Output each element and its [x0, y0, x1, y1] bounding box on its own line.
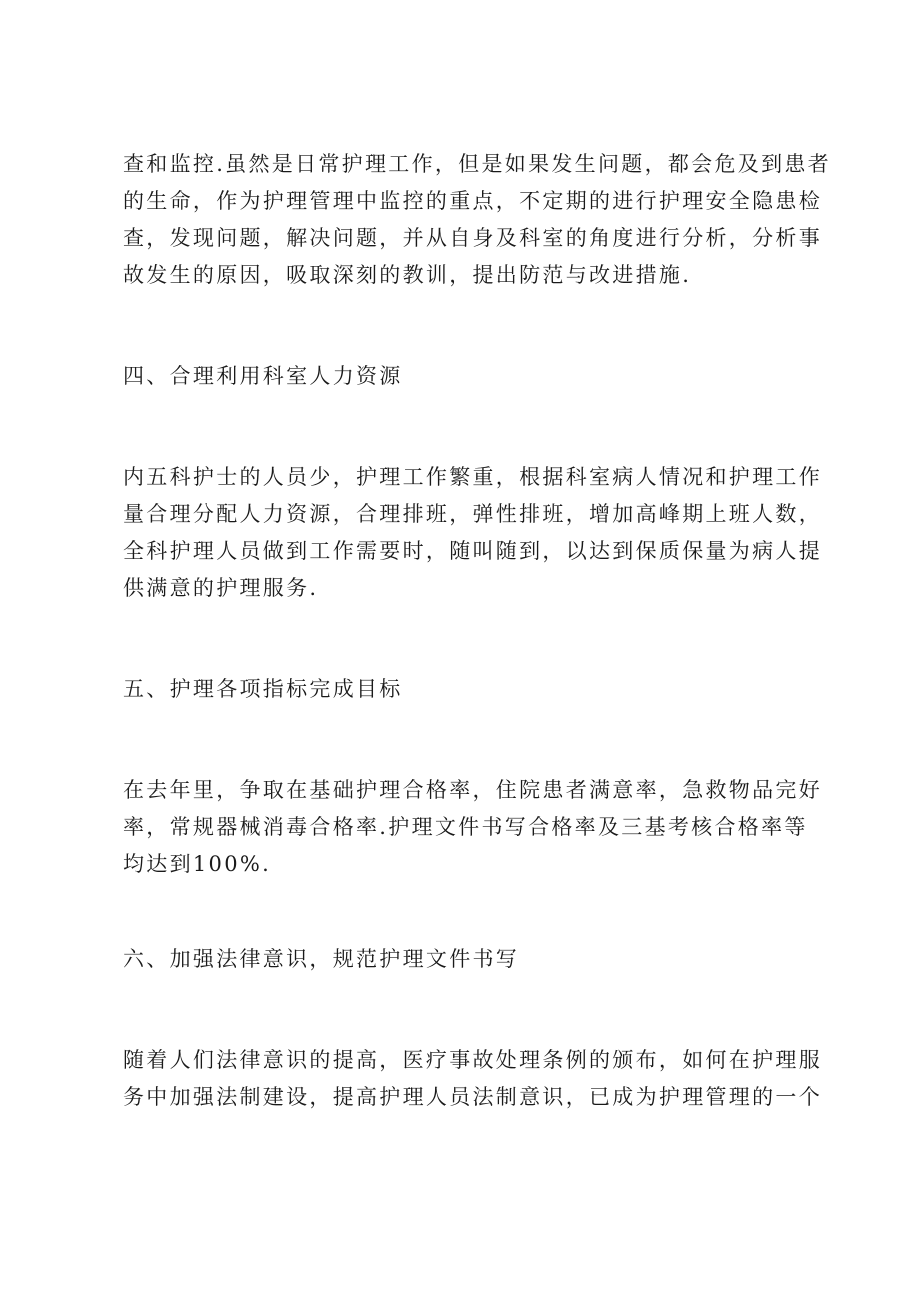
paragraph-targets	[123, 772, 823, 883]
paragraph-staffing	[123, 459, 823, 607]
section-heading-5: 五、护理各项指标完成目标	[123, 677, 403, 701]
paragraph-line: 供满意的护理服务.	[123, 576, 319, 600]
paragraph-line: 量合理分配人力资源，合理排班，弹性排班，增加高峰期上班人数，	[123, 502, 822, 526]
document-body	[123, 146, 831, 1116]
paragraph-line: 内五科护士的人员少，护理工作繁重，根据科室病人情况和护理工作	[123, 465, 822, 489]
paragraph-line: 随着人们法律意识的提高，医疗事故处理条例的颁布，如何在护理服	[123, 1048, 822, 1072]
paragraph-legal	[123, 1042, 823, 1116]
paragraph-line: 全科护理人员做到工作需要时，随叫随到，以达到保质保量为病人提	[123, 539, 822, 563]
paragraph-line: 故发生的原因，吸取深刻的教训，提出防范与改进措施.	[123, 263, 692, 287]
paragraph-line: 务中加强法制建设，提高护理人员法制意识，已成为护理管理的一个	[123, 1085, 822, 1109]
paragraph-line: 的生命，作为护理管理中监控的重点，不定期的进行护理安全隐患检	[123, 189, 822, 213]
paragraph-line: 在去年里，争取在基础护理合格率，住院患者满意率，急救物品完好	[123, 778, 822, 802]
paragraph-line: 均达到100%.	[123, 852, 272, 876]
paragraph-line: 率，常规器械消毒合格率.护理文件书写合格率及三基考核合格率等	[123, 815, 808, 839]
section-heading-6: 六、加强法律意识，规范护理文件书写	[123, 947, 520, 971]
paragraph-line: 查，发现问题，解决问题，并从自身及科室的角度进行分析，分析事	[123, 226, 822, 250]
paragraph-line: 查和监控.虽然是日常护理工作，但是如果发生问题，都会危及到患者	[123, 152, 831, 176]
section-heading-4: 四、合理利用科室人力资源	[123, 364, 403, 388]
paragraph-safety-check	[123, 146, 831, 294]
